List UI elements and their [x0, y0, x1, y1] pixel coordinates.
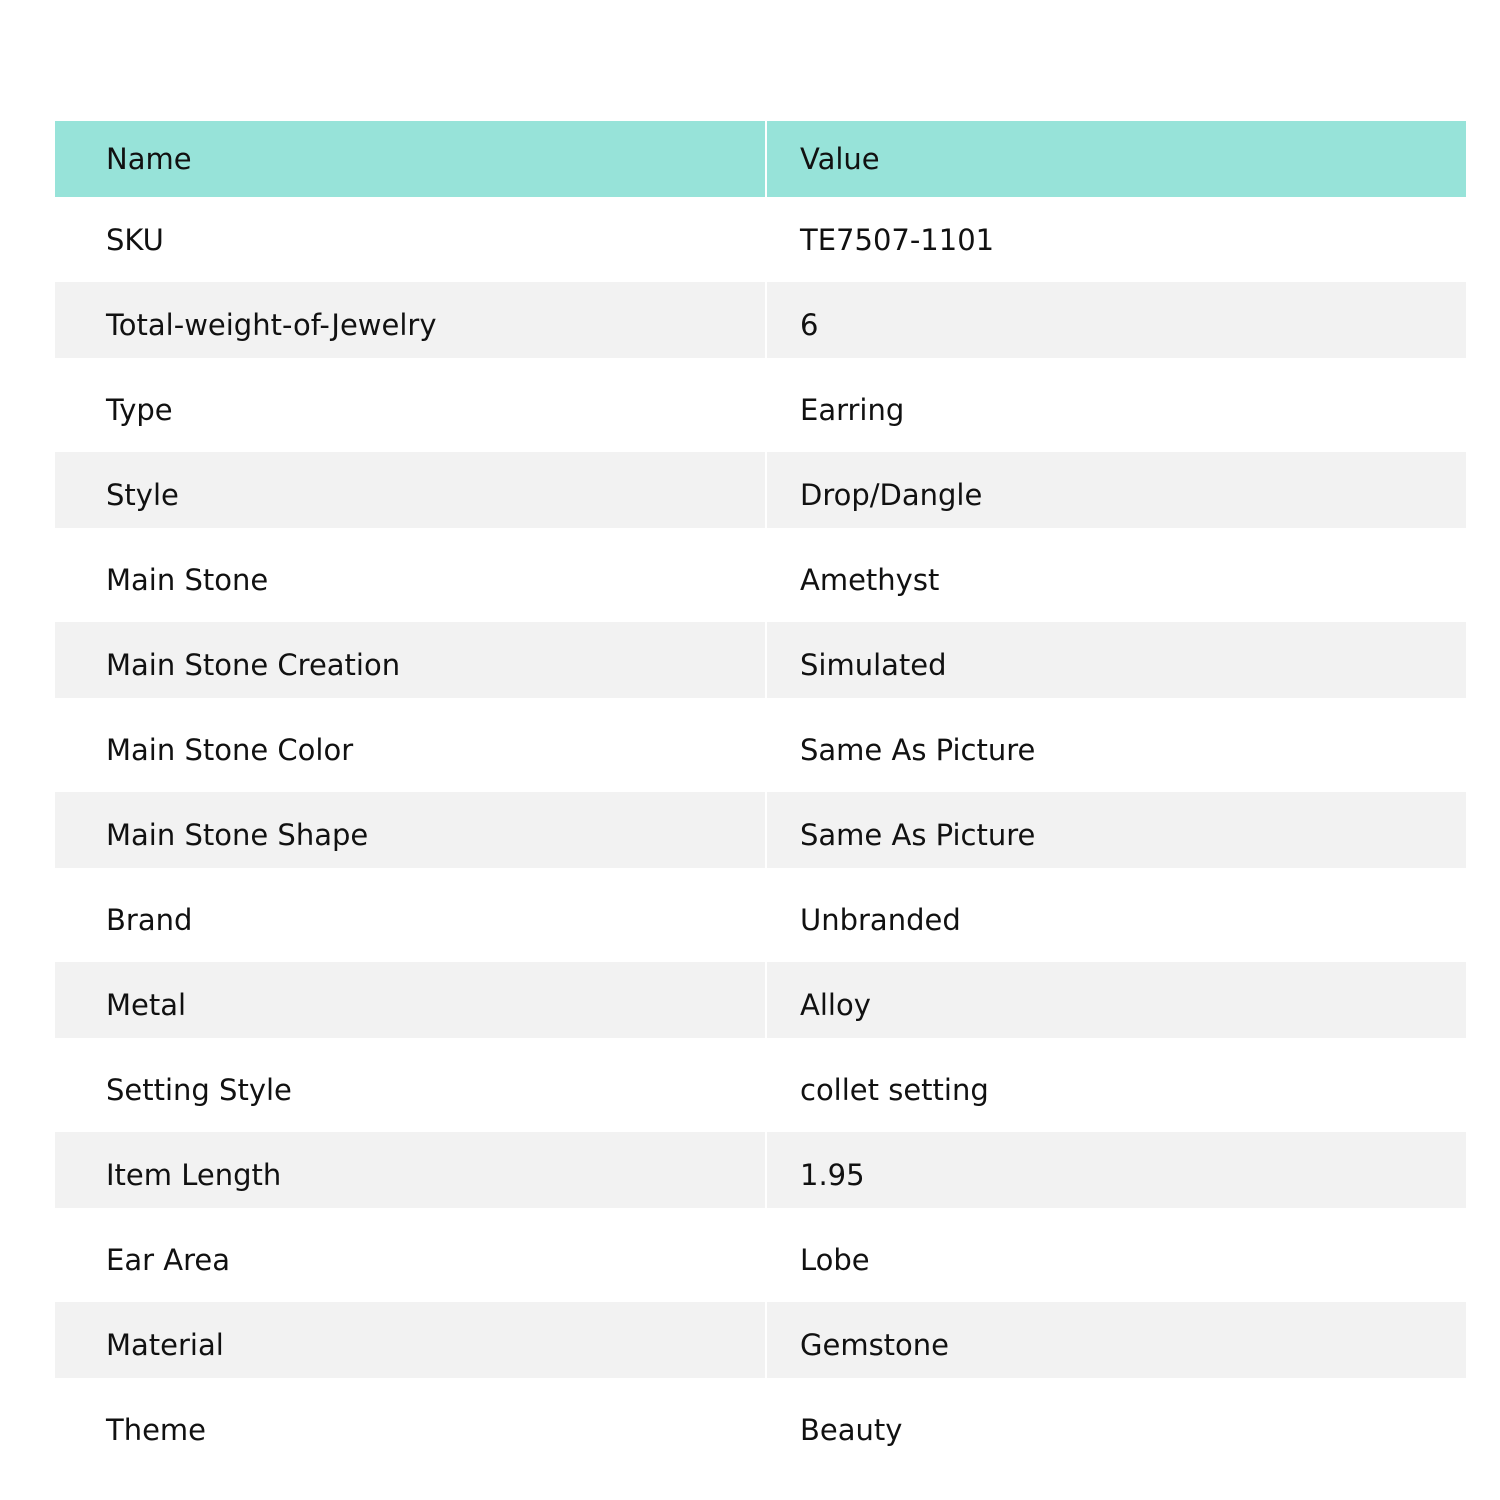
- table-row: [55, 1387, 1466, 1472]
- header-row: [55, 121, 1466, 197]
- row-value-cell: Amethyst: [800, 562, 940, 597]
- row-value-cell: Same As Picture: [766, 792, 1466, 877]
- row-value-cell: 6: [766, 282, 1466, 367]
- row-name-cell: Item Length: [55, 1132, 766, 1217]
- row-name-cell: SKU: [55, 197, 766, 282]
- table-row: [55, 622, 1466, 707]
- value-column-header: Value: [766, 121, 1466, 197]
- row-name-cell: Metal: [55, 962, 766, 1047]
- row-name-cell: Main Stone Color: [55, 707, 766, 792]
- row-value-cell: Alloy: [766, 962, 1466, 1047]
- row-value-cell: Earring: [800, 392, 905, 427]
- row-name-cell: Total-weight-of-Jewelry: [55, 282, 766, 367]
- row-value-cell: Drop/Dangle: [766, 452, 1466, 537]
- row-name-cell: Style: [55, 452, 766, 537]
- spec-table-header: [55, 121, 1466, 197]
- table-row: [55, 792, 1466, 877]
- row-name-cell: Ear Area: [55, 1217, 766, 1302]
- row-value-cell: Unbranded: [800, 902, 961, 937]
- row-name-cell: Setting Style: [55, 1047, 766, 1132]
- row-name-cell: Brand: [55, 877, 766, 962]
- name-column-header: Name: [55, 121, 766, 197]
- table-row: [55, 367, 1466, 452]
- spec-table-body: [55, 197, 1466, 1472]
- row-value-cell: Beauty: [800, 1412, 903, 1447]
- row-value-cell: collet setting: [800, 1072, 989, 1107]
- table-row: [55, 1217, 1466, 1302]
- table-row: [55, 877, 1466, 962]
- table-row: [55, 707, 1466, 792]
- row-value-cell: Gemstone: [766, 1302, 1466, 1387]
- spec-table: [55, 121, 1466, 1472]
- row-name-cell: Type: [55, 367, 766, 452]
- row-name-cell: Main Stone Shape: [55, 792, 766, 877]
- row-name-cell: Main Stone: [55, 537, 766, 622]
- table-row: [55, 1132, 1466, 1217]
- row-value-cell: Lobe: [800, 1242, 870, 1277]
- table-row: [55, 962, 1466, 1047]
- table-row: [55, 537, 1466, 622]
- row-value-cell: TE7507-1101: [800, 222, 995, 257]
- row-name-cell: Material: [55, 1302, 766, 1387]
- table-row: [55, 282, 1466, 367]
- table-row: [55, 197, 1466, 282]
- table-row: [55, 1302, 1466, 1387]
- table-row: [55, 452, 1466, 537]
- row-value-cell: 1.95: [766, 1132, 1466, 1217]
- row-value-cell: Simulated: [766, 622, 1466, 707]
- row-value-cell: Same As Picture: [800, 732, 1036, 767]
- table-row: [55, 1047, 1466, 1132]
- row-name-cell: Theme: [55, 1387, 766, 1472]
- row-name-cell: Main Stone Creation: [55, 622, 766, 707]
